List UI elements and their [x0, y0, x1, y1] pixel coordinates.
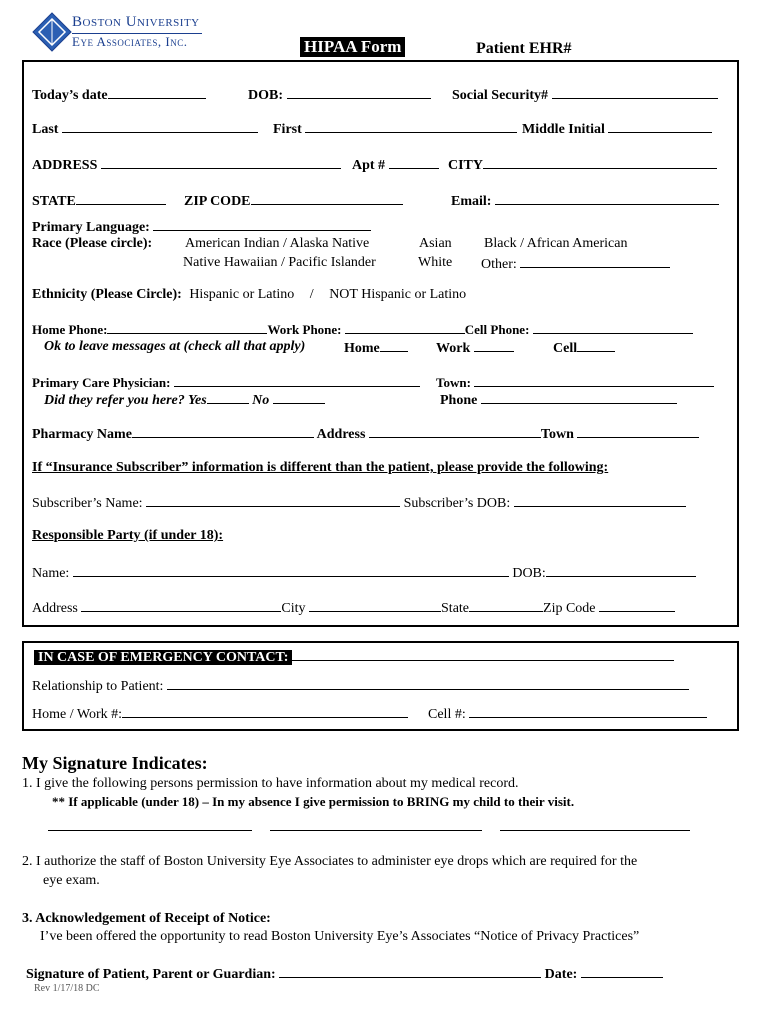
responsible-city-label: City — [281, 601, 306, 616]
form-title: HIPAA Form — [300, 37, 405, 57]
did-refer-label: Did they refer you here? Yes — [44, 393, 207, 408]
responsible-city-field[interactable] — [309, 599, 441, 612]
relationship-label: Relationship to Patient: — [32, 679, 164, 694]
first-name-field[interactable] — [305, 120, 517, 133]
subscriber-name-field[interactable] — [146, 494, 400, 507]
emergency-home-work-field[interactable] — [122, 705, 408, 718]
pharmacy-address-field[interactable] — [369, 425, 541, 438]
home-phone-label: Home Phone: — [32, 322, 108, 337]
responsible-dob-field[interactable] — [546, 564, 696, 577]
address-label: ADDRESS — [32, 158, 98, 173]
signature-field[interactable] — [279, 965, 541, 978]
last-name-label: Last — [32, 122, 59, 137]
last-name-field[interactable] — [62, 120, 258, 133]
signature-item-1: 1. I give the following persons permission to have information about my medical record. — [22, 776, 519, 791]
emergency-cell-label: Cell #: — [428, 707, 466, 722]
responsible-dob-label: DOB: — [512, 566, 546, 581]
date-label: Date: — [544, 967, 578, 982]
permission-person-1-field[interactable] — [48, 818, 252, 831]
subscriber-name-label: Subscriber’s Name: — [32, 496, 143, 511]
address-field[interactable] — [101, 156, 341, 169]
race-option-black[interactable]: Black / African American — [484, 236, 628, 251]
race-option-other[interactable]: Other: — [481, 257, 517, 272]
todays-date-label: Today’s date — [32, 88, 108, 103]
first-name-label: First — [273, 122, 302, 137]
city-field[interactable] — [483, 156, 717, 169]
responsible-name-field[interactable] — [73, 564, 509, 577]
responsible-state-label: State — [441, 601, 470, 616]
work-phone-field[interactable] — [345, 321, 465, 334]
relationship-field[interactable] — [167, 677, 689, 690]
refer-no-field[interactable] — [273, 391, 325, 404]
work-phone-label: Work Phone: — [267, 322, 342, 337]
race-other-field[interactable] — [520, 255, 670, 268]
city-label: CITY — [448, 158, 484, 173]
responsible-zip-label: Zip Code — [543, 601, 596, 616]
home-phone-field[interactable] — [107, 321, 267, 334]
state-field[interactable] — [76, 192, 166, 205]
signature-item-2b: eye exam. — [43, 873, 100, 888]
ssn-field[interactable] — [552, 86, 718, 99]
race-label: Race (Please circle): — [32, 236, 153, 251]
middle-initial-field[interactable] — [608, 120, 712, 133]
responsible-state-field[interactable] — [469, 599, 543, 612]
town-label: Town: — [436, 375, 471, 390]
ok-messages-label: Ok to leave messages at (check all that apply) — [44, 339, 306, 354]
race-option-asian[interactable]: Asian — [419, 236, 452, 251]
emergency-heading: IN CASE OF EMERGENCY CONTACT: — [34, 650, 292, 665]
pharmacy-address-label: Address — [316, 427, 366, 442]
state-label: STATE — [32, 194, 76, 209]
cell-phone-label: Cell Phone: — [464, 322, 530, 337]
pharmacy-town-label: Town — [540, 427, 574, 442]
signature-label: Signature of Patient, Parent or Guardian: — [26, 967, 276, 982]
ethnicity-separator: / — [309, 287, 314, 302]
refer-no-label: No — [252, 393, 270, 408]
responsible-heading: Responsible Party (if under 18): — [32, 528, 224, 543]
permission-person-3-field[interactable] — [500, 818, 690, 831]
email-label: Email: — [451, 194, 492, 209]
signature-item-2a: 2. I authorize the staff of Boston University Eye Associates to administer eye drops which are required for the — [22, 854, 638, 869]
permission-person-2-field[interactable] — [270, 818, 482, 831]
pcp-field[interactable] — [174, 374, 420, 387]
town-field[interactable] — [474, 374, 714, 387]
email-field[interactable] — [495, 192, 719, 205]
race-option-white[interactable]: White — [418, 255, 453, 270]
primary-language-field[interactable] — [153, 218, 371, 231]
refer-yes-field[interactable] — [207, 391, 249, 404]
pharmacy-town-field[interactable] — [577, 425, 699, 438]
middle-initial-label: Middle Initial — [522, 122, 605, 137]
diamond-logo-icon — [32, 12, 72, 52]
msg-cell-check[interactable] — [577, 339, 615, 352]
ehr-label: Patient EHR# — [476, 40, 572, 57]
msg-work-check[interactable] — [474, 339, 514, 352]
todays-date-field[interactable] — [108, 86, 206, 99]
pcp-label: Primary Care Physician: — [32, 375, 171, 390]
date-field[interactable] — [581, 965, 663, 978]
revision-note: Rev 1/17/18 DC — [34, 983, 100, 994]
logo-line1: Boston University — [72, 14, 200, 30]
signature-item-1b: ** If applicable (under 18) – In my absence I give permission to BRING my child to their visit. — [52, 794, 575, 809]
emergency-home-work-label: Home / Work #: — [32, 707, 122, 722]
msg-home-label: Home — [344, 341, 380, 356]
race-option-native-hawaiian[interactable]: Native Hawaiian / Pacific Islander — [183, 255, 376, 270]
signature-item-3b: I’ve been offered the opportunity to read Boston University Eye’s Associates “Notice of Privacy Practices” — [40, 929, 640, 944]
ethnicity-option-hispanic[interactable]: Hispanic or Latino — [189, 287, 295, 302]
signature-item-3: 3. Acknowledgement of Receipt of Notice: — [22, 911, 271, 926]
zip-label: ZIP CODE — [184, 194, 251, 209]
msg-work-label: Work — [436, 341, 471, 356]
apt-label: Apt # — [352, 158, 386, 173]
msg-home-check[interactable] — [380, 339, 408, 352]
subscriber-heading: If “Insurance Subscriber” information is different than the patient, please provide the following: — [32, 460, 609, 475]
responsible-address-label: Address — [32, 601, 78, 616]
subscriber-dob-label: Subscriber’s DOB: — [403, 496, 511, 511]
dob-label: DOB: — [248, 88, 283, 103]
cell-phone-field[interactable] — [533, 321, 693, 334]
signature-heading: My Signature Indicates: — [22, 753, 208, 773]
ssn-label: Social Security# — [452, 88, 549, 103]
emergency-contact-field[interactable] — [292, 648, 674, 661]
responsible-zip-field[interactable] — [599, 599, 675, 612]
responsible-address-field[interactable] — [81, 599, 281, 612]
pcp-phone-field[interactable] — [481, 391, 677, 404]
responsible-name-label: Name: — [32, 566, 70, 581]
msg-cell-label: Cell — [553, 341, 578, 356]
pcp-phone-label: Phone — [440, 393, 478, 408]
ethnicity-label: Ethnicity (Please Circle): — [32, 287, 182, 302]
subscriber-dob-field[interactable] — [514, 494, 686, 507]
pharmacy-label: Pharmacy Name — [32, 427, 132, 442]
emergency-cell-field[interactable] — [469, 705, 707, 718]
primary-language-label: Primary Language: — [32, 220, 150, 235]
ethnicity-option-not-hispanic[interactable]: NOT Hispanic or Latino — [329, 287, 467, 302]
zip-field[interactable] — [251, 192, 403, 205]
pharmacy-field[interactable] — [132, 425, 314, 438]
logo-line2: Eye Associates, Inc. — [72, 34, 188, 49]
dob-field[interactable] — [287, 86, 431, 99]
race-option-american-indian[interactable]: American Indian / Alaska Native — [185, 236, 370, 251]
apt-field[interactable] — [389, 156, 439, 169]
